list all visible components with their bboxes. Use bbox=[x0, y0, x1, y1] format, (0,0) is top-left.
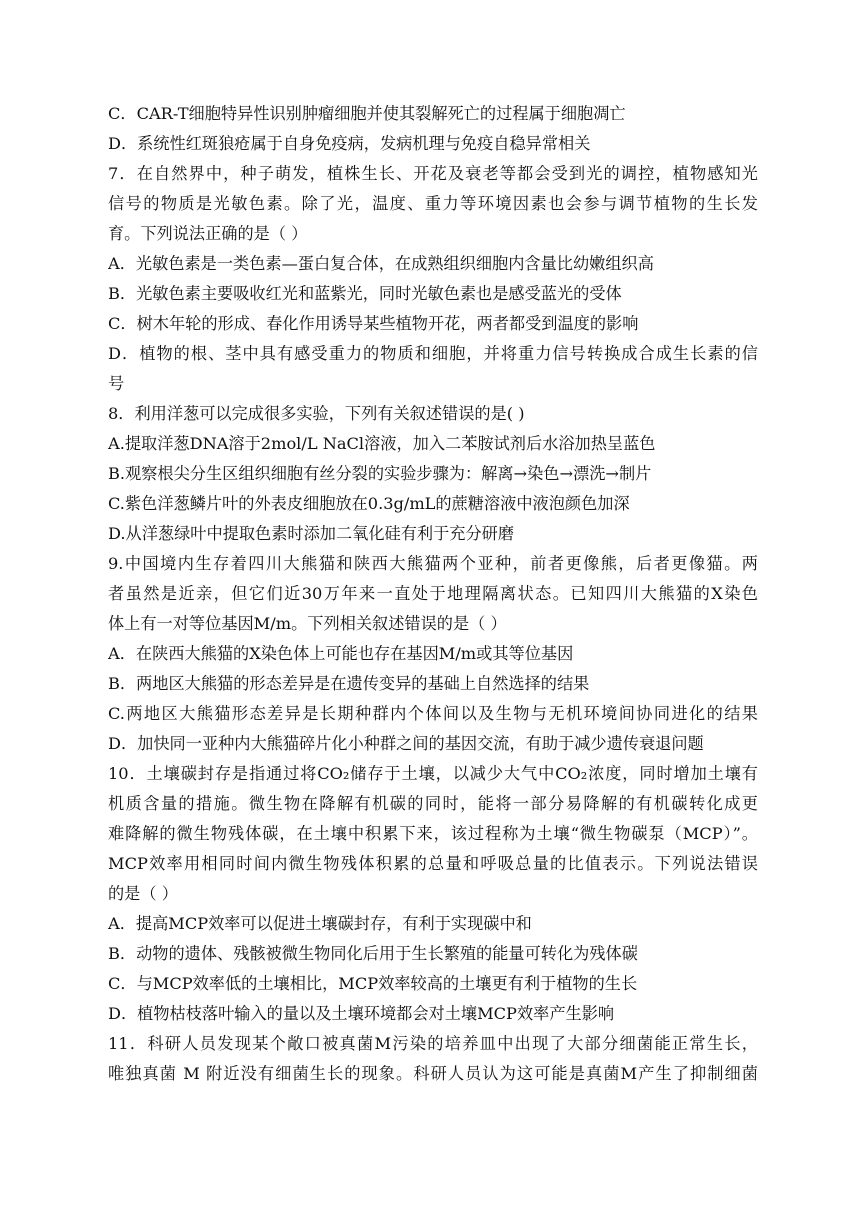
option-c: C.紫色洋葱鳞片叶的外表皮细胞放在0.3g/mL的蔗糖溶液中液泡颜色加深 bbox=[108, 494, 630, 513]
question-7-line: 育。下列说法正确的是（ ） bbox=[108, 224, 308, 243]
option-c: C．树木年轮的形成、春化作用诱导某些植物开花，两者都受到温度的影响 bbox=[108, 314, 639, 333]
option-b: B．光敏色素主要吸收红光和蓝紫光，同时光敏色素也是感受蓝光的受体 bbox=[108, 284, 622, 303]
option-a: A.提取洋葱DNA溶于2mol/L NaCl溶液，加入二苯胺试剂后水浴加热呈蓝色 bbox=[108, 434, 656, 453]
option-d: D.从洋葱绿叶中提取色素时添加二氧化硅有利于充分研磨 bbox=[108, 524, 515, 543]
question-10-line: 的是（ ） bbox=[108, 884, 178, 903]
option-b: B．两地区大熊猫的形态差异是在遗传变异的基础上自然选择的结果 bbox=[108, 674, 590, 693]
question-10-line: MCP效率用相同时间内微生物残体积累的总量和呼吸总量的比值表示。下列说法错误 bbox=[108, 854, 758, 873]
question-8-line: 8．利用洋葱可以完成很多实验，下列有关叙述错误的是( ) bbox=[108, 404, 525, 423]
option-a: A．光敏色素是一类色素—蛋白复合体，在成熟组织细胞内含量比幼嫩组织高 bbox=[108, 254, 654, 273]
text-line: C．CAR-T细胞特异性识别肿瘤细胞并使其裂解死亡的过程属于细胞凋亡 bbox=[108, 104, 626, 123]
option-a: A．提高MCP效率可以促进土壤碳封存，有利于实现碳中和 bbox=[108, 914, 532, 933]
question-9-line: 9.中国境内生存着四川大熊猫和陕西大熊猫两个亚种，前者更像熊，后者更像猫。两 bbox=[108, 554, 758, 573]
option-d: D．植物的根、茎中具有感受重力的物质和细胞，并将重力信号转换成合成生长素的信 bbox=[108, 344, 758, 363]
question-11-line: 11．科研人员发现某个敞口被真菌M污染的培养皿中出现了大部分细菌能正常生长， bbox=[108, 1034, 758, 1053]
option-c: C.两地区大熊猫形态差异是长期种群内个体间以及生物与无机环境间协同进化的结果 bbox=[108, 704, 758, 723]
question-10-line: 难降解的微生物残体碳，在土壤中积累下来，该过程称为土壤“微生物碳泵（MCP）”。 bbox=[108, 824, 758, 843]
question-9-line: 者虽然是近亲，但它们近30万年来一直处于地理隔离状态。已知四川大熊猫的X染色 bbox=[108, 584, 758, 603]
question-10-line: 机质含量的措施。微生物在降解有机碳的同时，能将一部分易降解的有机碳转化成更 bbox=[108, 794, 758, 813]
question-7-line: 信号的物质是光敏色素。除了光，温度、重力等环境因素也会参与调节植物的生长发 bbox=[108, 194, 758, 213]
option-d: D．植物枯枝落叶输入的量以及土壤环境都会对土壤MCP效率产生影响 bbox=[108, 1004, 615, 1023]
question-9-line: 体上有一对等位基因M/m。下列相关叙述错误的是（ ） bbox=[108, 614, 507, 633]
option-b: B.观察根尖分生区组织细胞有丝分裂的实验步骤为：解离→染色→漂洗→制片 bbox=[108, 464, 652, 483]
question-7-line: 7．在自然界中，种子萌发，植株生长、开花及衰老等都会受到光的调控，植物感知光 bbox=[108, 164, 758, 183]
option-a: A．在陕西大熊猫的X染色体上可能也存在基因M/m或其等位基因 bbox=[108, 644, 574, 663]
option-d: D．加快同一亚种内大熊猫碎片化小种群之间的基因交流，有助于减少遗传衰退问题 bbox=[108, 734, 704, 753]
option-c: C．与MCP效率低的土壤相比，MCP效率较高的土壤更有利于植物的生长 bbox=[108, 974, 638, 993]
question-10-line: 10．土壤碳封存是指通过将CO₂储存于土壤，以减少大气中CO₂浓度，同时增加土壤有 bbox=[108, 764, 758, 783]
question-11-line: 唯独真菌 M 附近没有细菌生长的现象。科研人员认为这可能是真菌M产生了抑制细菌 bbox=[108, 1064, 758, 1083]
option-b: B．动物的遗体、残骸被微生物同化后用于生长繁殖的能量可转化为残体碳 bbox=[108, 944, 638, 963]
text-line: D．系统性红斑狼疮属于自身免疫病，发病机理与免疫自稳异常相关 bbox=[108, 134, 591, 153]
option-d: 号 bbox=[108, 374, 125, 393]
